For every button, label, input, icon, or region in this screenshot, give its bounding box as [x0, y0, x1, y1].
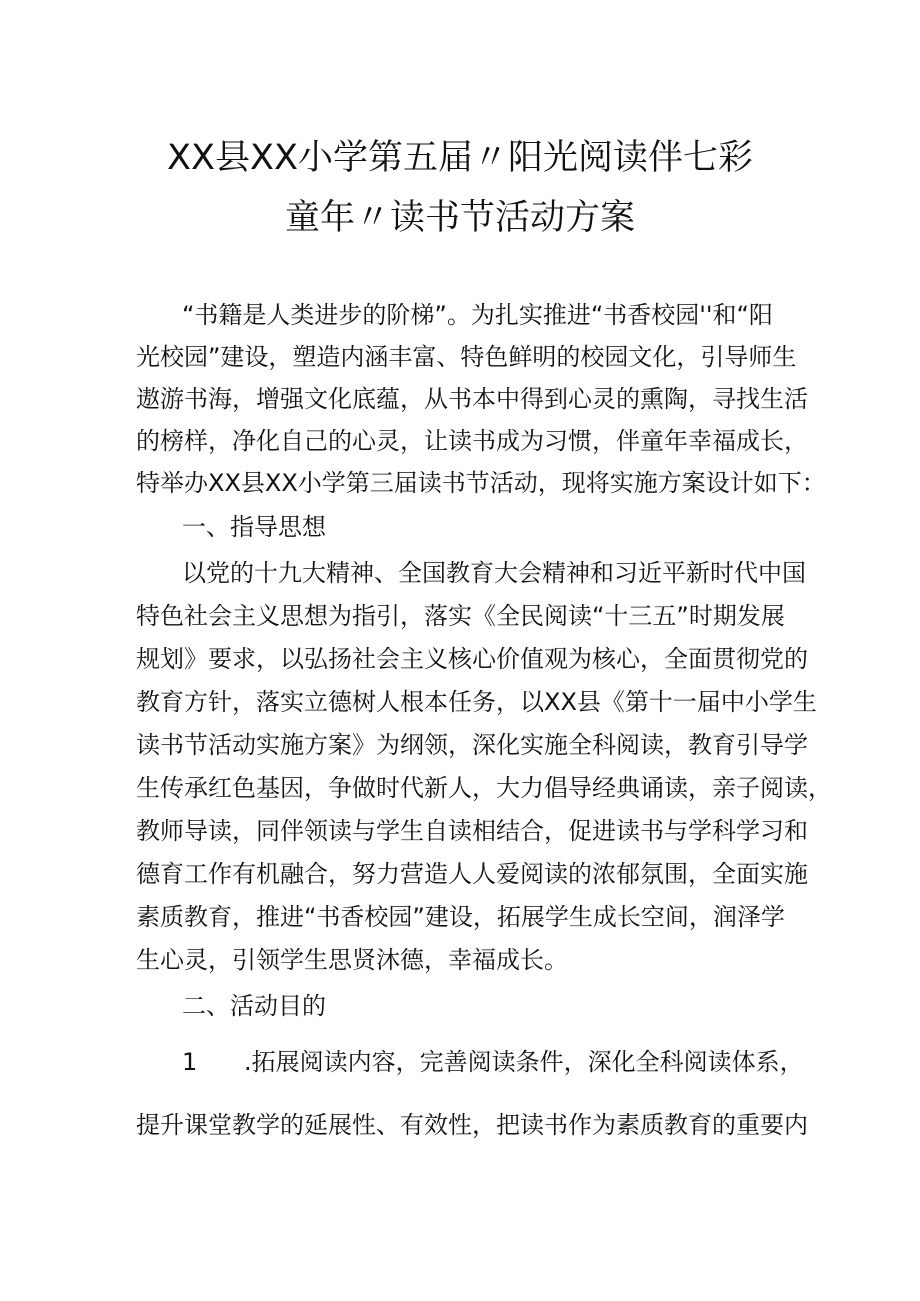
section1-line: 素质教育，推进“书香校园”建设，拓展学生成长空间，润泽学 — [136, 903, 785, 931]
document-title-line-1: XX县XX小学第五届〃阳光阅读伴七彩 — [167, 138, 753, 178]
intro-line: 特举办XX县XX小学第三届读书节活动，现将实施方案设计如下： — [136, 469, 826, 497]
section1-line: 读书节活动实施方案》为纲领，深化实施全科阅读，教育引导学 — [136, 731, 808, 759]
section1-line: 教师导读，同伴领读与学生自读相结合，促进读书与学科学习和 — [136, 817, 808, 845]
section-heading-activity-purpose: 二、活动目的 — [182, 992, 326, 1020]
section1-line: 德育工作有机融合，努力营造人人爱阅读的浓郁氛围，全面实施 — [136, 860, 808, 888]
section1-line: 特色社会主义思想为指引，落实《全民阅读“十三五”时期发展 — [136, 602, 785, 630]
document-title-line-2: 童年〃读书节活动方案 — [284, 198, 635, 238]
section1-line: 生心灵，引领学生思贤沐德，幸福成长。 — [136, 946, 568, 974]
intro-line: 光校园”建设，塑造内涵丰富、特色鲜明的校园文化，引导师生 — [136, 343, 797, 371]
section1-line: 生传承红色基因，争做时代新人，大力倡导经典诵读，亲子阅读， — [136, 774, 832, 802]
section1-line: 教育方针，落实立德树人根本任务，以XX县《第十一届中小学生 — [136, 688, 817, 716]
list-item-number: 1 — [182, 1048, 198, 1076]
list-item-continuation: 提升课堂教学的延展性、有效性，把读书作为素质教育的重要内 — [136, 1111, 808, 1139]
intro-line: 的榜样，净化自己的心灵，让读书成为习惯，伴童年幸福成长， — [136, 427, 808, 455]
list-item-text: .拓展阅读内容，完善阅读条件，深化全科阅读体系， — [244, 1048, 804, 1076]
section1-line: 规划》要求，以弘扬社会主义核心价值观为核心，全面贯彻党的 — [136, 645, 808, 673]
intro-line: “书籍是人类进步的阶梯”。为扎实推进“书香校园''和“阳 — [182, 301, 773, 329]
section-heading-guiding-ideology: 一、指导思想 — [182, 513, 326, 541]
intro-line: 遨游书海，增强文化底蕴，从书本中得到心灵的熏陶，寻找生活 — [136, 385, 808, 413]
section1-line: 以党的十九大精神、全国教育大会精神和习近平新时代中国 — [182, 559, 806, 587]
